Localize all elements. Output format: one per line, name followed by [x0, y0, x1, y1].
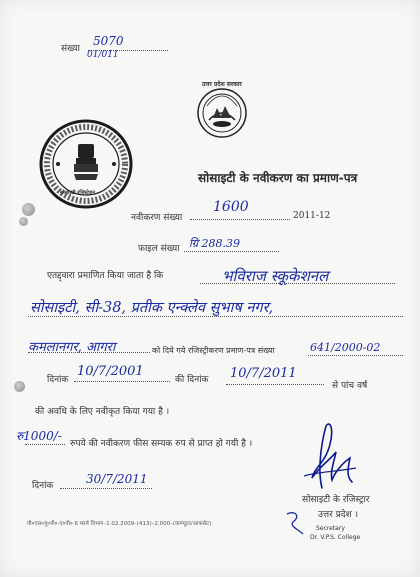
- issue-date: 30/7/2011: [86, 472, 148, 486]
- five-year-text: से पांच वर्ष: [332, 381, 368, 391]
- fee-amount: रु1000/-: [16, 429, 62, 443]
- society-line-3-rule: [28, 352, 150, 353]
- file-label: फाइल संख्या: [138, 244, 180, 254]
- emblem-top-text: उत्तर प्रदेश सरकार: [202, 81, 242, 88]
- reference-number: 5070: [93, 34, 124, 48]
- signatory-stamp-line-2: Dr. V.P.S. College: [310, 534, 361, 541]
- registrar-seal: [38, 118, 134, 210]
- signatory-title: सोसाइटी के रजिस्ट्रार: [302, 495, 370, 505]
- society-name-line-2: सोसाइटी, सी-38, प्रतीक एन्क्लेव सुभाष नगर,: [30, 300, 274, 316]
- punch-hole-bottom: [14, 381, 25, 392]
- renewal-line: [190, 219, 290, 220]
- date-to-rule: [226, 384, 324, 385]
- renewal-year: 2011-12: [293, 211, 331, 221]
- fee-rule: [25, 444, 65, 445]
- renewal-label: नवीकरण संख्या: [131, 213, 183, 223]
- renewed-text: की अवधि के लिए नवीकृत किया गया है ।: [35, 407, 170, 417]
- signatory-stamp-line-1: Secretary: [316, 525, 345, 532]
- fee-text: रुपये की नवीकरण फीस सम्यक रुप से प्राप्त हो गयी है ।: [70, 439, 253, 449]
- society-name-line-1: भविराज स्कूकेशनल: [222, 267, 329, 285]
- registration-rule: [308, 355, 403, 356]
- date-from: 10/7/2001: [77, 364, 144, 379]
- seal-bottom-text: सोसाइटी रजिस्ट्रेशन: [60, 190, 96, 196]
- print-footer: पी०एस०यू०पी०-ए०पी० 6 फार्म विभाग–1.02.2009–(413)–2,000–(कम्प्यूटर/आफसेट): [27, 521, 212, 527]
- file-number: ग्रि 288.39: [189, 237, 241, 250]
- date-to: 10/7/2011: [230, 366, 297, 381]
- certify-text: एतद्द्वारा प्रमाणित किया जाता है कि: [47, 271, 164, 281]
- renewal-number: 1600: [213, 199, 249, 215]
- signatory-state: उत्तर प्रदेश ।: [318, 510, 358, 520]
- registration-text: को दिये गये रजिस्ट्रीकरण प्रमाण-पत्र संख्या: [152, 346, 275, 355]
- date-from-rule: [74, 381, 170, 382]
- registration-number: 641/2000-02: [310, 341, 381, 354]
- punch-hole-top: [22, 203, 35, 216]
- registrar-signature: [300, 418, 360, 490]
- punch-hole-middle: [19, 217, 28, 226]
- reference-label: संख्या: [61, 44, 80, 54]
- society-name-line-3: कमलानगर, आगरा: [28, 340, 116, 355]
- reference-sub-number: 01/011: [87, 50, 119, 60]
- issue-date-label: दिनांक: [32, 481, 54, 491]
- issue-date-rule: [60, 488, 152, 489]
- date-mid-text: की दिनांक: [175, 375, 209, 385]
- date-label: दिनांक: [47, 375, 69, 385]
- certificate-title: सोसाइटी के नवीकरण का प्रमाण-पत्र: [198, 171, 358, 185]
- attestation-scribble: [283, 508, 309, 538]
- file-line: [184, 251, 279, 252]
